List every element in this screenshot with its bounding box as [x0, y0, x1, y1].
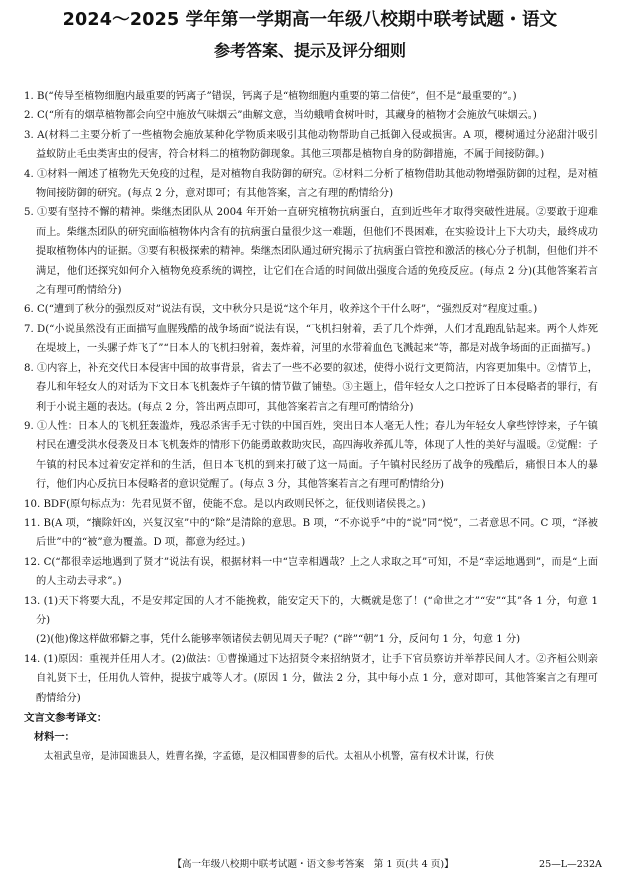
- material-one-text: 太祖武皇帝，是沛国谯县人，姓曹名操，字孟德，是汉相国曹参的后代。太祖从小机警，富有权术计谋，行侠: [44, 751, 495, 763]
- answer-item-1: 1. B(“传导至植物细胞内最重要的钙离子”错误，钙离子是“植物细胞内重要的第二信使”，但不是“最重要的”。): [24, 91, 517, 102]
- footer-exam-code: 25—L—232A: [538, 859, 602, 870]
- answer-item-14: 14. (1)原因：重视并任用人才。(2)做法：①曹操通过下达招贤令来招纳贤才，让手下官员察访并举荐民间人才。②齐桓公则亲自礼贤下士，任用仇人管仲，提拔宁戚等人才。(原因 1 分，做法 2 分，其中每小点 1 分，意对即可，其他答案言之有理可酌情给分): [24, 653, 598, 704]
- answer-body: [24, 87, 598, 766]
- answer-item-4: 4. ①材料一阐述了植物先天免疫的过程，是对植物自我防御的研究。②材料二分析了植物借助其他动物增强防御的过程，是对植物间接防御的研究。(每点 2 分，意对即可；有其他答案，言之有理的酌情给分): [24, 168, 598, 200]
- answer-item-13-2: (2)(他)像这样做邪僻之事，凭什么能够率领诸侯去朝见周天子呢？(“辟”“朝”1 分，反问句 1 分，句意 1 分): [36, 634, 521, 646]
- answer-item-9: 9. ①人性：日本人的飞机狂轰滥炸，残忍杀害手无寸铁的中国百姓，突出日本人毫无人性；春儿为年轻女人拿些饽饽来，子午镇村民在遭受洪水侵袭及日本飞机轰炸的情形下仍能勇敢救助灾民，高四海收养孤儿等，体现了人性的美好与温暖。②觉醒：子午镇的村民本过着安定祥和的生活，但日本飞机的到来打破了这一局面。子午镇村民经历了战争的残酷后，痛恨日本人的暴行，他们内心反抗日本侵略者的意识觉醒了。(每点 3 分，其他答案若言之有理可酌情给分): [24, 420, 598, 491]
- answer-item-5: 5. ①要有坚持不懈的精神。柴继杰团队从 2004 年开始一直研究植物抗病蛋白，直到近些年才取得突破性进展。②要敢于迎难而上。柴继杰团队的研究面临植物体内含有的抗病蛋白量很少这一难题，但他们不畏困难，在实验设计上下大功夫，最终成功提取植物体内的证据。③要有积极探索的精神。柴继杰团队通过研究揭示了抗病蛋白管控和激活的核心分子机制，但他们并不满足，他们还探究如何介入植物免疫系统的调控，让它们在合适的时间做出强度合适的免疫反应。(每点 2 分)(其他答案若言之有理可酌情给分): [24, 207, 598, 297]
- answer-item-2: 2. C(“所有的烟草植物都会向空中施放气味烟云”曲解文意，当幼蛾啃食树叶时，其藏身的植物才会施放气味烟云。): [24, 110, 537, 122]
- page-footer: [24, 857, 602, 873]
- answer-item-6: 6. C(“遭到了秋分的强烈反对”说法有误，文中秋分只是说“这个年月，收养这个干什么呀”，“强烈反对”程度过重。): [24, 304, 538, 316]
- answer-item-7: 7. D(“小说虽然没有正面描写血腥残酷的战争场面”说法有误，“飞机扫射着，丢了几个炸弹，人们才乱跑乱钻起来。两个人炸死在堤坡上，一头骡子炸飞了”“日本人的飞机扫射着，轰炸着，河里的水带着血色飞溅起来”等，都是对战争场面的正面描写。): [24, 323, 598, 355]
- answer-item-12: 12. C(“都很幸运地遇到了贤才”说法有误，根据材料一中“岂幸相遇哉？上之人求取之耳”可知，不是“幸运地遇到”，而是“上面的人主动去寻求”。): [24, 556, 598, 588]
- answer-item-11: 11. B(A 项，“攘除奸凶，兴复汉室”中的“除”是清除的意思。B 项，“不亦说乎”中的“说”同“悦”，二者意思不同。C 项，“泽被后世”中的“被”意为覆盖。D 项，都意为经过。): [24, 517, 598, 549]
- material-one-label: 材料一：: [34, 731, 75, 744]
- answer-item-8: 8. ①内容上，补充交代日本侵害中国的故事背景，省去了一些不必要的叙述，使得小说行文更简洁，内容更加集中。②情节上，春儿和年轻女人的对话为下文日本飞机轰炸子午镇的情节做了铺垫。③主题上，借年轻女人之口控诉了日本侵略者的罪行，有利于小说主题的表达。(每点 2 分，答出两点即可，其他答案若言之有理可酌情给分): [24, 362, 598, 413]
- answer-item-10: 10. BDF(原句标点为：先君见贤不留，使能不怠。是以内政则民怀之，征伐则诸侯畏之。): [24, 498, 426, 510]
- page-title: 2024～2025 学年第一学期高一年级八校期中联考试题・语文: [62, 10, 558, 30]
- page-subtitle: 参考答案、提示及评分细则: [213, 41, 406, 60]
- footer-page-info: 【高一年级八校期中联考试题・语文参考答案 第 1 页(共 4 页)】: [172, 859, 454, 870]
- answer-item-3: 3. A(材料二主要分析了一些植物会施放某种化学物质来吸引其他动物帮助自己抵御入侵或损害。A 项，樱树通过分泌甜汁吸引益蚁防止毛虫类害虫的侵害，符合材料二的植物防御现象。其他三项都是植物自身的防御措施，不属于间接防御。): [24, 129, 598, 161]
- answer-item-13-1: 13. (1)天下将要大乱，不是安邦定国的人才不能挽救，能安定天下的，大概就是您了！(“命世之才”“安”“其”各 1 分，句意 1 分): [24, 595, 598, 626]
- translation-heading: 文言文参考译文：: [24, 712, 108, 724]
